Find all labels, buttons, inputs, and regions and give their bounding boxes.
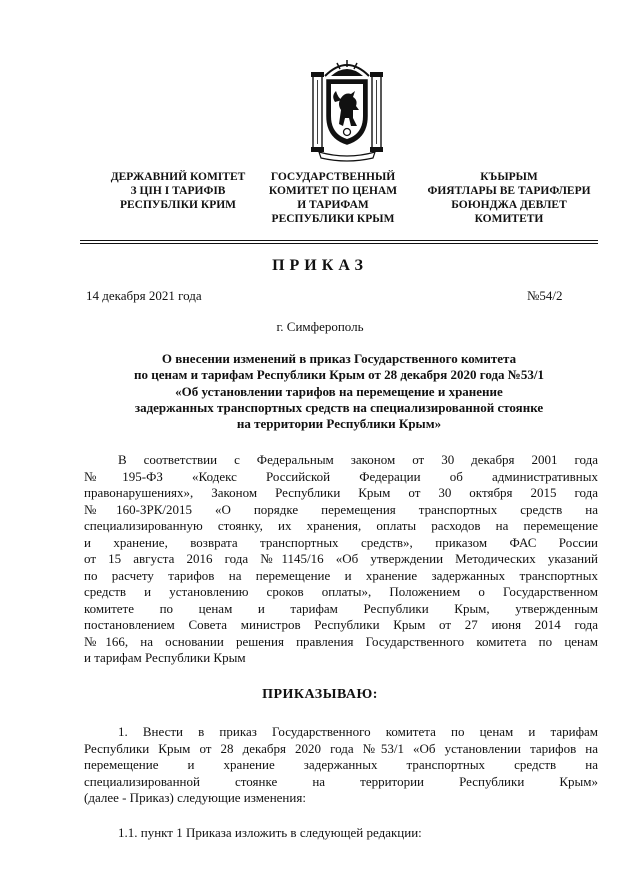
header-ukrainian <box>86 170 270 212</box>
preamble-line: от 15 августа 2016 года №1145/16 «Об утверждении Методических указаний <box>84 551 598 566</box>
header-ukrainian-line: З ЦІН І ТАРИФІВ <box>130 185 226 197</box>
document-date: 14 декабря 2021 года <box>86 288 202 303</box>
item-1-line: 1. Внести в приказ Государственного комитета по ценам и тарифам <box>118 724 598 739</box>
header-crimean-tatar-line: ФИЯТЛАРЫ ВЕ ТАРИФЛЕРИ <box>427 185 591 197</box>
orders-heading: ПРИКАЗЫВАЮ: <box>262 687 378 702</box>
item-1-line: (далее - Приказ) следующие изменения: <box>84 790 306 805</box>
subject-line: О внесении изменений в приказ Государственного комитета <box>161 351 517 366</box>
header-russian <box>258 170 408 226</box>
document-subject <box>80 351 598 432</box>
preamble-line: №195-ФЗ «Кодекс Российской Федерации об административных <box>84 468 598 484</box>
header-crimean-tatar <box>420 170 598 226</box>
preamble-line: и тарифам Республики Крым <box>84 650 246 665</box>
preamble-line: В соответствии с Федеральным законом от 30 декабря 2001 года <box>118 452 598 467</box>
crimea-coat-of-arms-emblem <box>309 58 385 164</box>
item-1-line: перемещение и хранение задержанных транспортных средств на <box>84 757 598 772</box>
subject-line: по ценам и тарифам Республики Крым от 28 декабря 2020 года №53/1 <box>134 367 544 383</box>
preamble-line: по расчету тарифов на перемещение и хранение задержанных транспортных <box>84 567 598 583</box>
preamble-line: постановлением Совета министров Республики Крым от 27 июня 2014 года <box>84 617 598 632</box>
subject-line: задержанных транспортных средств на специализированной стоянке <box>134 399 544 415</box>
header-russian-line: И ТАРИФАМ <box>297 199 369 211</box>
header-divider-thick <box>80 240 598 241</box>
preamble-line: №166, на основании решения правления Государственного комитета по ценам <box>84 633 598 649</box>
preamble-line: средств и установлению сроков оплаты», Положением о Государственном <box>84 584 598 599</box>
preamble-line: и хранение, возврата транспортных средств», приказом ФАС России <box>84 534 598 550</box>
document-city: г. Симферополь <box>276 319 364 334</box>
subject-line: на территории Республики Крым» <box>236 416 442 432</box>
preamble-line: специализированную стоянку, их хранения, оплаты расходов на перемещение <box>84 518 598 533</box>
header-crimean-tatar-line: КОМИТЕТИ <box>474 213 544 225</box>
item-1-1-line: 1.1. пункт 1 Приказа изложить в следующей редакции: <box>118 825 422 840</box>
header-crimean-tatar-line: БОЮНДЖА ДЕВЛЕТ <box>451 199 567 211</box>
header-ukrainian-line: ДЕРЖАВНИЙ КОМІТЕТ <box>110 171 246 183</box>
preamble-line: №160-ЗРК/2015 «О порядке перемещения транспортных средств на <box>84 501 598 517</box>
item-1-line: специализированной стоянке на территории Республики Крым» <box>84 773 598 789</box>
preamble-line: комитете по ценам и тарифам Республики Крым, утвержденным <box>84 600 598 616</box>
document-number: №54/2 <box>527 288 563 303</box>
document-title: ПРИКАЗ <box>272 257 368 274</box>
header-russian-line: ГОСУДАРСТВЕННЫЙ <box>270 171 396 183</box>
subject-line: «Об установлении тарифов на перемещение и хранение <box>175 383 503 399</box>
header-ukrainian-line: РЕСПУБЛІКИ КРИМ <box>119 199 237 211</box>
header-russian-line: РЕСПУБЛИКИ КРЫМ <box>271 213 395 225</box>
header-divider-thin <box>80 243 598 244</box>
item-1-line: Республики Крым от 28 декабря 2020 года №53/1 «Об установлении тарифов на <box>84 740 598 756</box>
header-russian-line: КОМИТЕТ ПО ЦЕНАМ <box>268 185 398 197</box>
preamble-line: правонарушениях», Законом Республики Крым от 30 октября 2015 года <box>84 485 598 500</box>
header-crimean-tatar-line: КЪЫРЫМ <box>480 171 538 183</box>
